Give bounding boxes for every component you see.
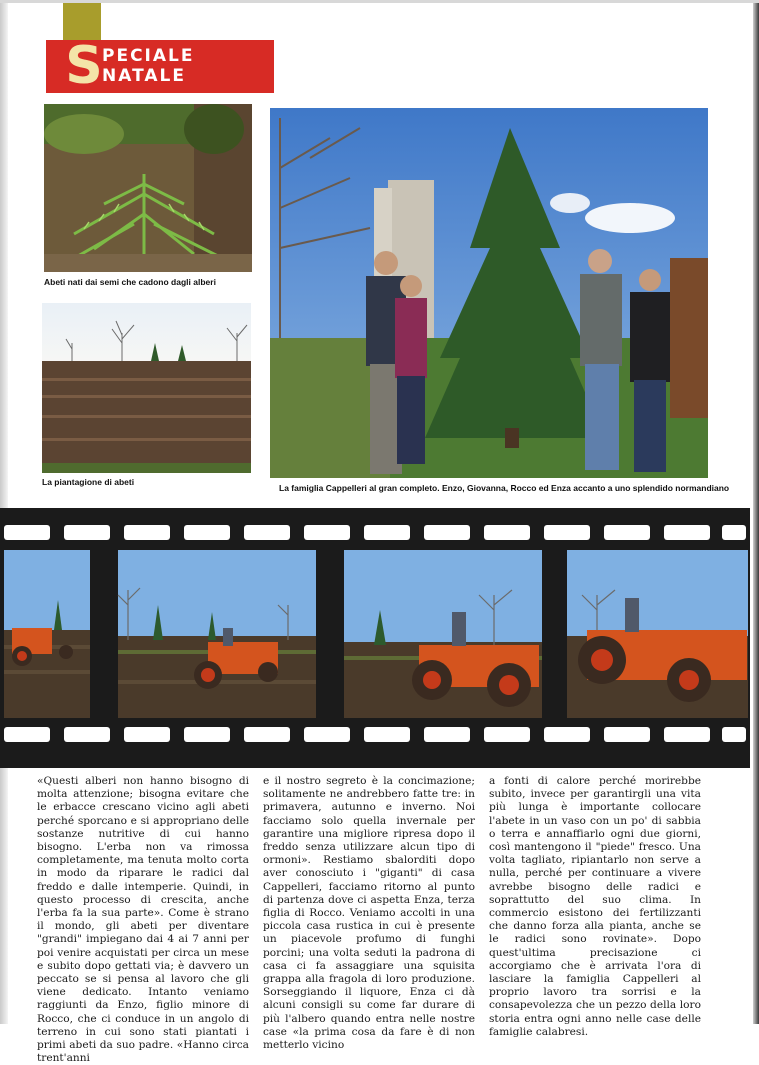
film-hole [244, 525, 290, 540]
film-hole [604, 525, 650, 540]
film-hole [364, 525, 410, 540]
film-hole [544, 727, 590, 742]
caption-plantation: La piantagione di abeti [42, 477, 135, 487]
film-hole [604, 727, 650, 742]
film-hole [4, 727, 50, 742]
film-hole [184, 525, 230, 540]
film-frame-1 [4, 550, 90, 718]
caption-family: La famiglia Cappelleri al gran completo. Enzo, Giovanna, Rocco ed Enza accanto a uno splendido normandiano [279, 483, 730, 493]
article-column-2 [263, 775, 475, 1052]
badge-big-letter: S [65, 36, 103, 96]
article-column-3 [489, 775, 701, 1039]
badge-line-2: NATALE [102, 66, 186, 86]
film-hole [244, 727, 290, 742]
film-hole [664, 727, 710, 742]
caption-seedlings: Abeti nati dai semi che cadono dagli alberi [44, 277, 216, 287]
film-hole [722, 727, 746, 742]
film-hole [304, 727, 350, 742]
film-hole [664, 525, 710, 540]
film-hole [424, 727, 470, 742]
film-hole [304, 525, 350, 540]
film-hole [64, 727, 110, 742]
film-hole [364, 727, 410, 742]
film-frame-4 [567, 550, 748, 718]
photo-seedlings [44, 104, 252, 272]
film-hole [124, 525, 170, 540]
film-strip [0, 508, 750, 768]
article-paragraph: a fonti di calore perché morirebbe subito, invece per garantirgli una vita più lunga è importante collocare l'abete in un vaso con un po' di sabbia o terra e annaffiarlo ogni due giorni, così mantengono il "piede" fresco. Una volta tagliato, ripiantarlo non serve a nulla, perché per continuare a vivere avrebbe bisogno delle radici e soprattutto del suo clima. In commercio esistono dei fertilizzanti che danno forza alla pianta, anche se le radici sono rovinate». Dopo quest'ultima precisazione ci accorgiamo che è arrivata l'ora di lasciare la famiglia Cappelleri al proprio lavoro tra sorrisi e la consapevolezza che un pezzo della loro storia entra ogni anno nelle case delle famiglie calabresi. [489, 775, 701, 1038]
film-hole [484, 727, 530, 742]
film-frame-2 [118, 550, 316, 718]
film-hole [64, 525, 110, 540]
film-hole [722, 525, 746, 540]
article-column-1 [37, 775, 249, 1065]
photo-family [270, 108, 708, 478]
film-hole [4, 525, 50, 540]
film-hole [424, 525, 470, 540]
badge-title [102, 46, 194, 86]
film-hole [544, 525, 590, 540]
page-top-edge [0, 0, 759, 3]
film-hole [124, 727, 170, 742]
article-paragraph: «Questi alberi non hanno bisogno di molta attenzione; bisogna evitare che le erbacce crescano vicino agli abeti perché sporcano e si appropriano delle sostanze nutritive di cui hanno bisogno. L'erba non va rimossa completamente, ma tenuta molto corta in modo da riparare le radici dal freddo e dalle intemperie. Quindi, in questo processo di crescita, anche l'erba fa la sua parte». Come è strano il mondo, gli abeti per diventare "grandi" impiegano dai 4 ai 7 anni per poi venire acquistati per circa un mese e subito dopo gettati via; è davvero un peccato se si pensa al lavoro che gli viene dedicato. Intanto veniamo raggiunti da Enzo, figlio minore di Rocco, che ci conduce in un angolo di terreno in cui sono stati piantati i primi abeti da suo padre. «Hanno circa trent'anni [37, 775, 249, 1065]
film-frame-3 [344, 550, 542, 718]
article-paragraph: e il nostro segreto è la concimazione; solitamente ne andrebbero fatte tre: in primavera, autunno e inverno. Noi facciamo solo quella invernale per garantire una migliore ripresa dopo il freddo senza utilizzare alcun tipo di ormoni». Restiamo sbalorditi dopo aver conosciuto i "giganti" di casa Cappelleri, facciamo ritorno al punto di partenza dove ci aspetta Enza, terza figlia di Rocco. Veniamo accolti in una piccola casa rustica in cui è presente un piacevole profumo di funghi porcini; una volta seduti la padrona di casa ci fa assaggiare una squisita grappa alla fragola di loro produzione. Sorseggiando il liquore, Enza ci dà alcuni consigli su come far durare di più l'albero quando entra nelle nostre case «la prima cosa da fare è di non metterlo vicino [263, 775, 475, 1052]
photo-plantation [42, 303, 251, 473]
page-edge-shadow [753, 0, 759, 1024]
film-hole [484, 525, 530, 540]
badge-line-1: PECIALE [102, 46, 195, 66]
film-hole [184, 727, 230, 742]
